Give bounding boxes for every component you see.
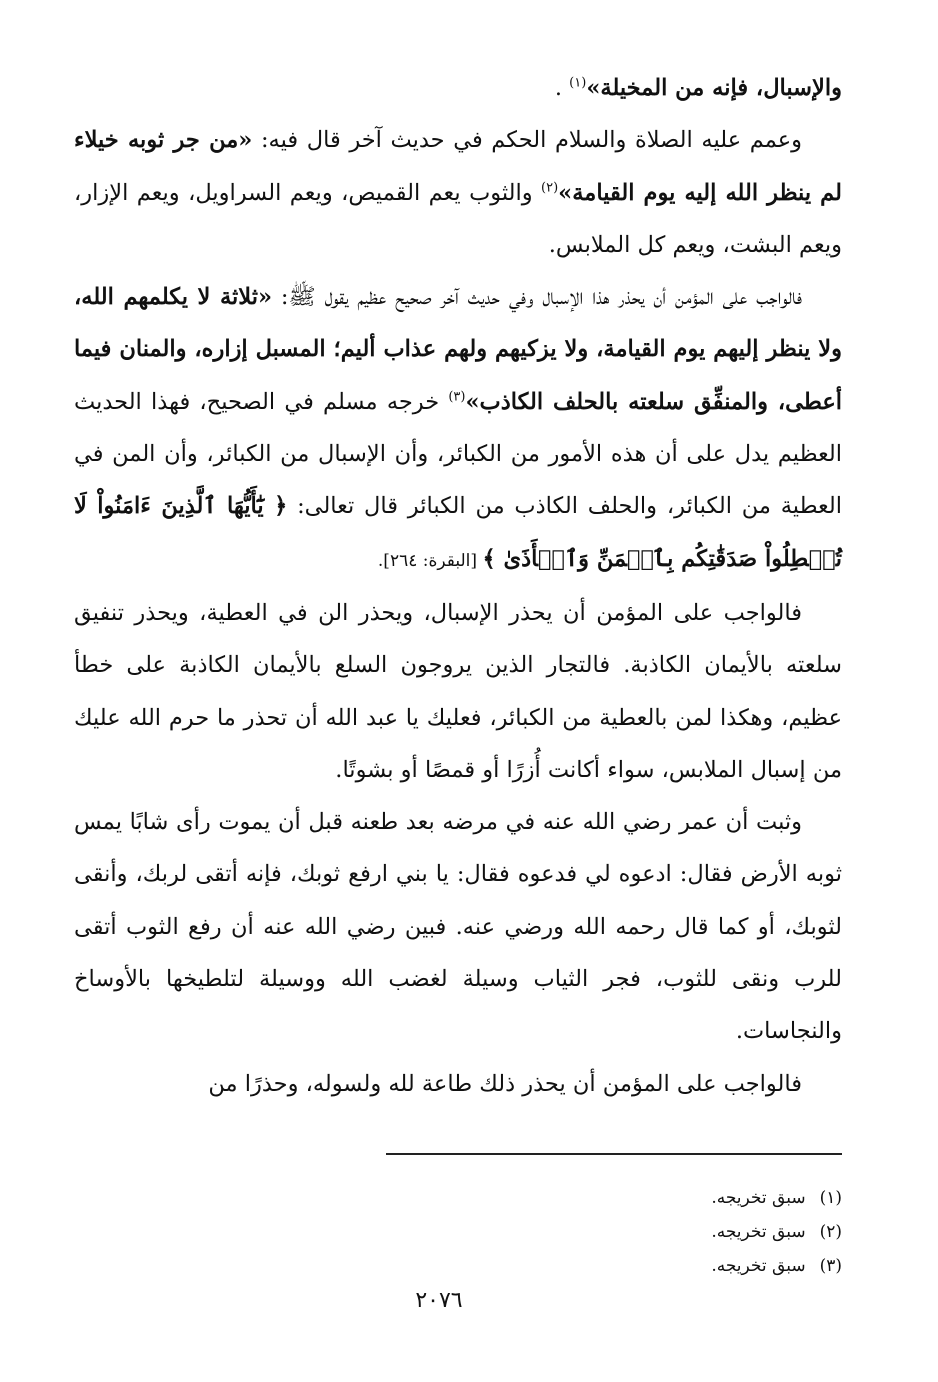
footnote-divider — [386, 1153, 842, 1155]
paragraph-text: وعمم عليه الصلاة والسلام الحكم في حديث آخر قال فيه: — [252, 127, 803, 154]
paragraph-5: وثبت أن عمر رضي الله عنه في مرضه بعد طعنه قبل أن يموت رأى شابًا يمس ثوبه الأرض فقال: ادعوه لي فدعوه فقال: يا بني ارفع ثوبك، فإنه أتقى لربك، وأنقى لثوبك، أو كما قال رحمه الله ورضي عنه. فبين رضي الله عنه أن رفع الثوب أتقى للرب ونقى للثوب، فجر الثياب وسيلة لغضب الله ووسيلة لتلطيخها بالأوساخ والنجاسات. — [74, 809, 842, 1045]
paragraph-4: فالواجب على المؤمن أن يحذر الإسبال، ويحذر الن في العطية، ويحذر تنفيق سلعته بالأيمان الكاذبة. فالتجار الذين يروجون السلع بالأيمان الكاذبة على خطأ عظيم، وهكذا لمن بالعطية من الكبائر، فعليك يا عبد الله أن تحذر ما حرم الله عليك من إسبال الملابس، سواء أكانت أُزرًا أو قمصًا أو بشوتًا. — [74, 599, 842, 783]
footnote-2 — [711, 1215, 842, 1249]
footnote-text: سبق تخريجه. — [711, 1188, 806, 1208]
footnote-3 — [711, 1249, 842, 1283]
page-number: ٢٠٧٦ — [415, 1288, 463, 1313]
footnotes — [711, 1181, 842, 1283]
paragraph-2 — [74, 114, 842, 271]
paragraph-text: . — [554, 75, 570, 101]
footnote-number: (٢) — [819, 1222, 842, 1242]
hadith-text: «ثلاثة لا يكلمهم الله، ولا ينظر إليهم يوم القيامة، ولا يزكيهم ولهم عذاب أليم؛ المسبل إزاره، والمنان فيما أعطى، والمنفِّق سلعته بالحلف الكاذب» — [74, 284, 843, 415]
hadith-text: «من جر ثوبه خيلاء لم ينظر الله إليه يوم القيامة» — [74, 127, 842, 206]
footnote-ref-1: (١) — [569, 75, 587, 91]
footnote-1 — [711, 1181, 842, 1215]
paragraph-text: والثوب يعم القميص، ويعم السراويل، ويعم الإزار، ويعم البشت، ويعم كل الملابس. — [74, 179, 842, 258]
hadith-text: والإسبال، فإنه من المخيلة» — [586, 75, 842, 101]
paragraph-6: فالواجب على المؤمن أن يحذر ذلك طاعة لله ولسوله، وحذرًا من — [208, 1070, 802, 1097]
paragraph-text: فالواجب على المؤمن أن يحذر هذا الإسبال وفي حديث آخر صحيح عظيم يقول ﷺ: — [272, 284, 802, 311]
paragraph-text: خرجه مسلم في الصحيح، فهذا الحديث العظيم يدل على أن هذه الأمور من الكبائر، وأن الإسبال من الكبائر، وأن المن في العطية من الكبائر، والحلف الكاذب من الكبائر قال تعالى: — [74, 388, 842, 520]
paragraph-1 — [74, 62, 842, 114]
quran-verse: ﴿ يَٰٓأَيُّهَا ٱلَّذِينَ ءَامَنُواْ لَا تُبۡطِلُواْ صَدَقَٰتِكُم بِٱلۡمَنِّ وَٱلۡأَذَىٰ ﴾ — [74, 493, 842, 572]
footnote-text: سبق تخريجه. — [711, 1256, 806, 1276]
footnote-ref-2: (٢) — [541, 180, 559, 196]
verse-reference: [البقرة: ٢٦٤]. — [377, 550, 483, 571]
footnote-text: سبق تخريجه. — [711, 1222, 806, 1242]
paragraph-3 — [74, 271, 842, 587]
page-body — [74, 62, 842, 1110]
footnote-number: (٣) — [819, 1256, 842, 1276]
footnote-number: (١) — [819, 1188, 842, 1208]
footnote-ref-3: (٣) — [448, 389, 466, 405]
